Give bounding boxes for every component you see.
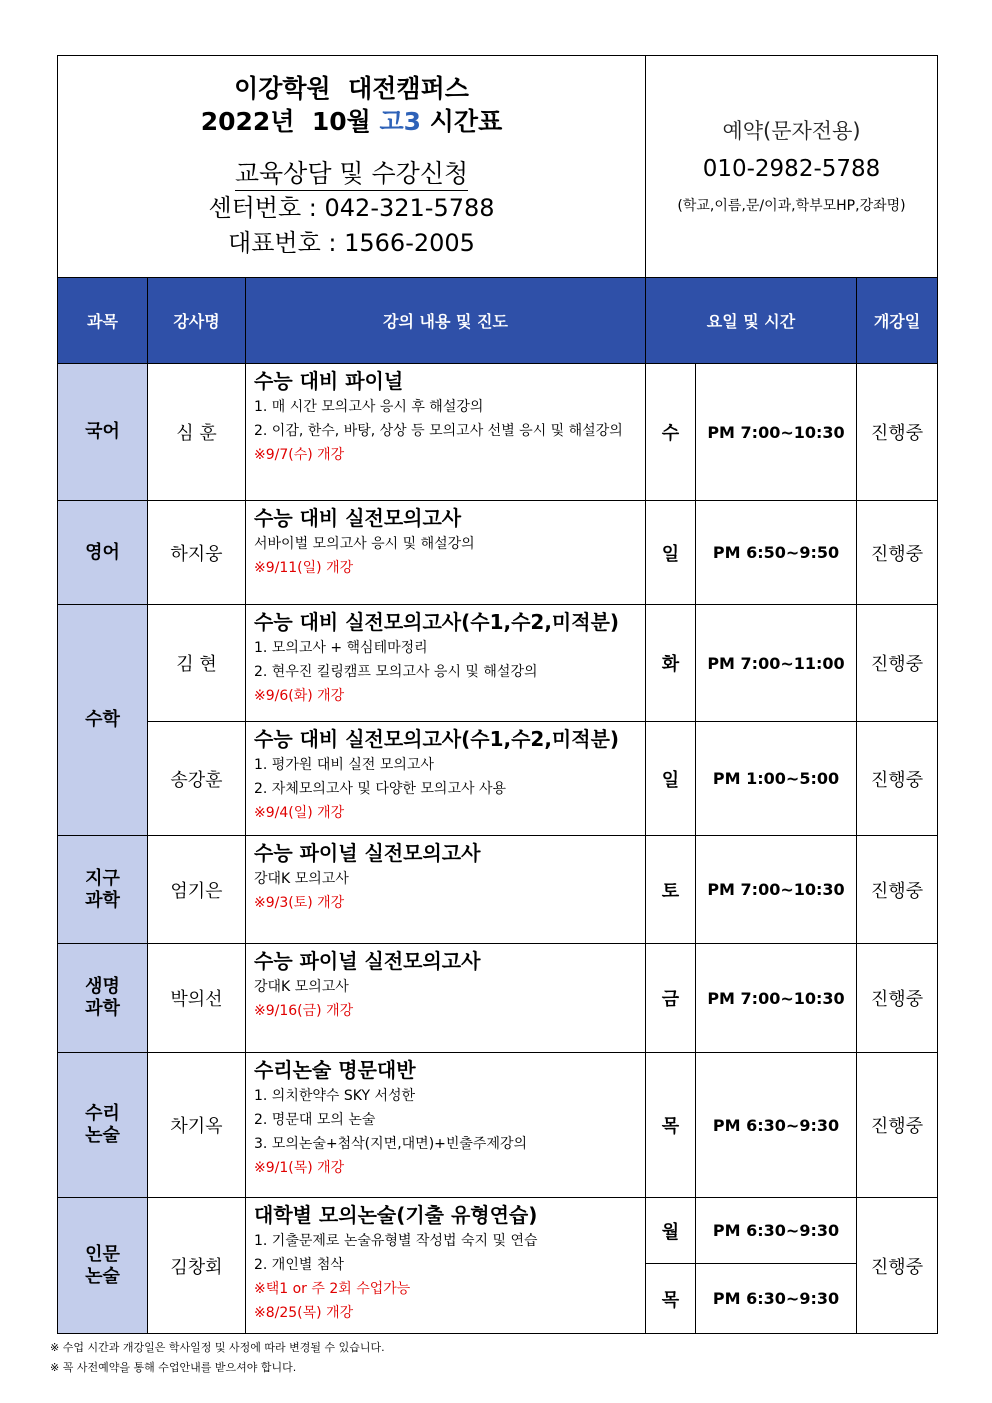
col-subject: 과목 (58, 278, 148, 364)
status-cell: 진행중 (857, 605, 938, 722)
course-detail: 2. 개인별 첨삭 (254, 1257, 344, 1273)
table-row (58, 722, 938, 836)
course-detail: 3. 모의논술+첨삭(지면,대면)+빈출주제강의 (254, 1136, 528, 1152)
content-cell (246, 944, 646, 1053)
content-cell (246, 501, 646, 605)
teacher-cell: 김 현 (148, 605, 246, 722)
teacher-cell: 차기옥 (148, 1053, 246, 1198)
course-title: 수능 대비 파이널 (254, 369, 404, 393)
table-row (58, 501, 938, 605)
time-cell: PM 6:30~9:30 (696, 1198, 857, 1264)
content-cell (246, 364, 646, 501)
course-detail: 1. 기출문제로 논술유형별 작성법 숙지 및 연습 (254, 1233, 538, 1249)
content-cell (246, 836, 646, 944)
reservation-note: (학교,이름,문/이과,학부모HP,강좌명) (677, 197, 906, 214)
time-cell: PM 6:30~9:30 (696, 1053, 857, 1198)
table-row (58, 944, 938, 1053)
time-cell: PM 7:00~11:00 (696, 605, 857, 722)
footnote: ※ 꼭 사전예약을 통해 수업안내를 받으셔야 합니다. (50, 1361, 297, 1374)
course-detail: 2. 명문대 모의 논술 (254, 1112, 376, 1128)
day-cell: 토 (646, 836, 696, 944)
time-cell: PM 1:00~5:00 (696, 722, 857, 836)
start-note: ※9/4(일) 개강 (254, 805, 345, 821)
course-title: 수능 대비 실전모의고사(수1,수2,미적분) (254, 727, 620, 751)
start-note: ※9/6(화) 개강 (254, 688, 345, 704)
center-phone: 센터번호 : 042-321-5788 (208, 194, 495, 222)
consult-heading: 교육상담 및 수강신청 (235, 158, 468, 191)
start-note: ※9/11(일) 개강 (254, 560, 354, 576)
day-cell: 목 (646, 1053, 696, 1198)
timetable-title: 2022년 10월 고3 시간표 (200, 107, 503, 136)
subject-cell: 생명 과학 (58, 944, 148, 1053)
session-note: ※택1 or 주 2회 수업가능 (254, 1281, 411, 1297)
subject-cell: 국어 (58, 364, 148, 501)
day-cell: 목 (646, 1264, 696, 1334)
course-detail: 1. 평가원 대비 실전 모의고사 (254, 757, 434, 773)
content-cell (246, 1198, 646, 1334)
course-detail: 2. 이감, 한수, 바탕, 상상 등 모의고사 선별 응시 및 해설강의 (254, 423, 623, 439)
table-row (58, 1053, 938, 1198)
status-cell: 진행중 (857, 1053, 938, 1198)
table-row (58, 364, 938, 501)
status-cell: 진행중 (857, 364, 938, 501)
course-title: 수리논술 명문대반 (254, 1058, 416, 1082)
teacher-cell: 하지웅 (148, 501, 246, 605)
subject-cell: 지구 과학 (58, 836, 148, 944)
reservation-phone: 010-2982-5788 (702, 155, 881, 182)
day-cell: 일 (646, 722, 696, 836)
subject-cell: 수리 논술 (58, 1053, 148, 1198)
course-detail: 1. 매 시간 모의고사 응시 후 해설강의 (254, 399, 484, 415)
course-detail: 1. 의치한약수 SKY 서성한 (254, 1088, 416, 1104)
course-title: 수능 대비 실전모의고사 (254, 506, 462, 530)
table-row (58, 605, 938, 722)
timetable (57, 55, 938, 1334)
day-cell: 수 (646, 364, 696, 501)
time-cell: PM 7:00~10:30 (696, 944, 857, 1053)
course-title: 대학별 모의논술(기출 유형연습) (254, 1203, 538, 1227)
start-note: ※9/3(토) 개강 (254, 895, 345, 911)
start-note: ※9/16(금) 개강 (254, 1003, 354, 1019)
header-title-block (58, 56, 646, 278)
col-start: 개강일 (857, 278, 938, 364)
table-row (58, 836, 938, 944)
subject-cell: 수학 (58, 605, 148, 836)
teacher-cell: 엄기은 (148, 836, 246, 944)
day-cell: 월 (646, 1198, 696, 1264)
course-title: 수능 파이널 실전모의고사 (254, 949, 481, 973)
col-teacher: 강사명 (148, 278, 246, 364)
timetable-page (50, 55, 937, 1378)
content-cell (246, 722, 646, 836)
day-cell: 일 (646, 501, 696, 605)
reservation-title: 예약(문자전용) (722, 118, 861, 143)
status-cell: 진행중 (857, 944, 938, 1053)
subject-cell: 영어 (58, 501, 148, 605)
status-cell: 진행중 (857, 501, 938, 605)
footnotes (50, 1338, 937, 1378)
teacher-cell: 심 훈 (148, 364, 246, 501)
time-cell: PM 7:00~10:30 (696, 836, 857, 944)
course-detail: 2. 자체모의고사 및 다양한 모의고사 사용 (254, 781, 506, 797)
day-cell: 화 (646, 605, 696, 722)
status-cell: 진행중 (857, 1198, 938, 1334)
column-header-row (58, 278, 938, 364)
subject-cell: 인문 논술 (58, 1198, 148, 1334)
academy-title: 이강학원 대전캠퍼스 (234, 74, 469, 103)
teacher-cell: 박의선 (148, 944, 246, 1053)
start-note: ※9/1(목) 개강 (254, 1160, 345, 1176)
main-phone: 대표번호 : 1566-2005 (228, 229, 475, 257)
grade-label: 고3 (379, 107, 422, 136)
course-detail: 강대K 모의고사 (254, 871, 349, 887)
time-cell: PM 6:30~9:30 (696, 1264, 857, 1334)
course-title: 수능 대비 실전모의고사(수1,수2,미적분) (254, 610, 620, 634)
status-cell: 진행중 (857, 722, 938, 836)
time-cell: PM 7:00~10:30 (696, 364, 857, 501)
course-detail: 1. 모의고사 + 핵심테마정리 (254, 640, 428, 656)
start-note: ※9/7(수) 개강 (254, 447, 345, 463)
course-title: 수능 파이널 실전모의고사 (254, 841, 481, 865)
table-row (58, 1198, 938, 1264)
content-cell (246, 605, 646, 722)
content-cell (246, 1053, 646, 1198)
day-cell: 금 (646, 944, 696, 1053)
start-note: ※8/25(목) 개강 (254, 1305, 354, 1321)
teacher-cell: 송강훈 (148, 722, 246, 836)
teacher-cell: 김창회 (148, 1198, 246, 1334)
reservation-block (646, 56, 938, 278)
course-detail: 강대K 모의고사 (254, 979, 349, 995)
course-detail: 2. 현우진 킬링캠프 모의고사 응시 및 해설강의 (254, 664, 538, 680)
status-cell: 진행중 (857, 836, 938, 944)
col-schedule: 요일 및 시간 (646, 278, 857, 364)
course-detail: 서바이벌 모의고사 응시 및 해설강의 (254, 536, 475, 552)
footnote: ※ 수업 시간과 개강일은 학사일정 및 사정에 따라 변경될 수 있습니다. (50, 1341, 385, 1354)
time-cell: PM 6:50~9:50 (696, 501, 857, 605)
col-content: 강의 내용 및 진도 (246, 278, 646, 364)
